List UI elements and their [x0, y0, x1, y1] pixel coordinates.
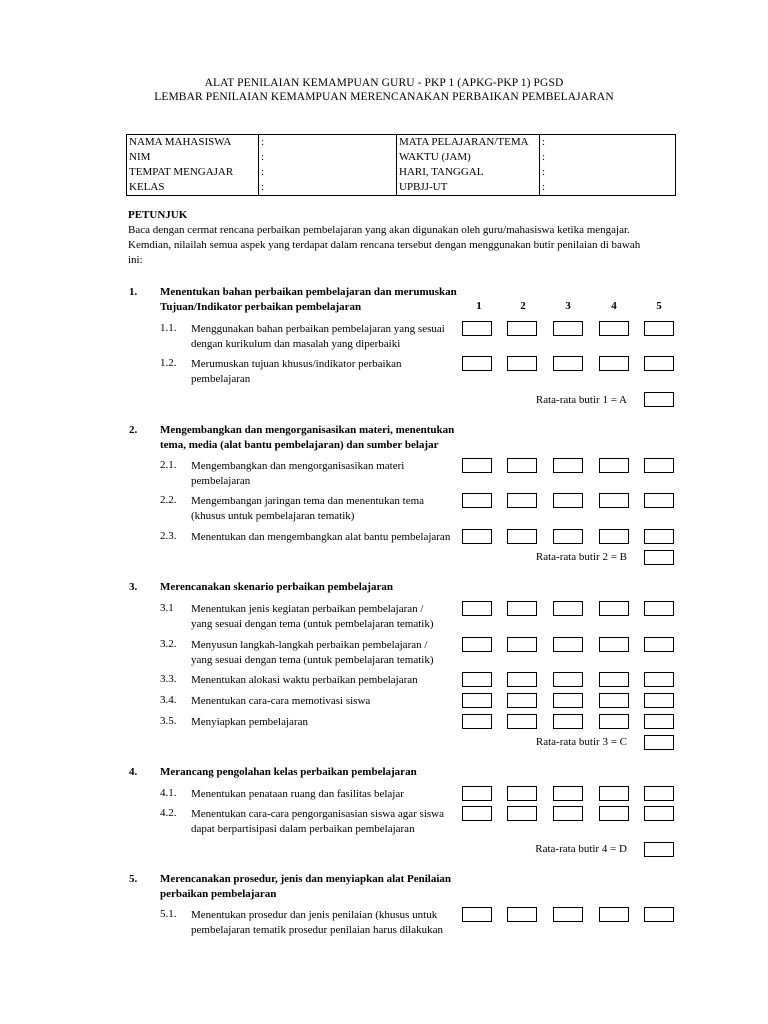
label-upbjj: UPBJJ-UT [399, 181, 448, 193]
rating-box-1[interactable] [462, 806, 492, 821]
rating-box-3[interactable] [553, 458, 583, 473]
item-text: Merumuskan tujuan khusus/indikator perbaikan pembelajaran [191, 358, 402, 385]
section-title: Merancang pengolahan kelas perbaikan pembelajaran [160, 766, 417, 778]
item-number: 2.3. [160, 530, 177, 542]
item-text: Menentukan cara-cara memotivasi siswa [191, 695, 371, 707]
item-text: Menyiapkan pembelajaran [191, 716, 308, 728]
rating-box-3[interactable] [553, 493, 583, 508]
form-subtitle: LEMBAR PENILAIAN KEMAMPUAN MERENCANAKAN PERBAIKAN PEMBELAJARAN [154, 91, 614, 103]
label-nim: NIM [129, 151, 151, 163]
rating-box-3[interactable] [553, 321, 583, 336]
value-mata-pelajaran[interactable]: : [542, 136, 546, 148]
average-label: Rata-rata butir 4 = D [535, 843, 627, 855]
rating-box-4[interactable] [599, 356, 629, 371]
rating-box-5[interactable] [644, 356, 674, 371]
average-label: Rata-rata butir 3 = C [535, 736, 627, 748]
value-tempat-mengajar[interactable]: : [261, 166, 265, 178]
section-title: Merencanakan prosedur, jenis dan menyiapkan alat Penilaian perbaikan pembelajaran [160, 873, 452, 900]
rating-box-5[interactable] [644, 321, 674, 336]
rating-box-1[interactable] [462, 907, 492, 922]
average-label: Rata-rata butir 2 = B [535, 551, 627, 563]
rating-box-3[interactable] [553, 806, 583, 821]
section-number: 2. [129, 424, 138, 436]
average-box[interactable] [644, 392, 674, 407]
section-number: 1. [129, 286, 138, 298]
rating-box-3[interactable] [553, 714, 583, 729]
rating-box-1[interactable] [462, 786, 492, 801]
instructions-line: Baca dengan cermat rencana perbaikan pembelajaran yang akan digunakan oleh guru/mahasiswa ketika mengajar. [128, 224, 630, 236]
section-title: Menentukan bahan perbaikan pembelajaran dan merumuskan Tujuan/Indikator perbaikan pembelajaran [160, 286, 457, 313]
rating-box-3[interactable] [553, 637, 583, 652]
label-tempat-mengajar: TEMPAT MENGAJAR [129, 166, 234, 178]
rating-box-2[interactable] [507, 714, 537, 729]
scale-label: 5 [656, 300, 662, 312]
rating-box-2[interactable] [507, 356, 537, 371]
item-text: Menyusun langkah-langkah perbaikan pembelajaran / yang sesuai dengan tema (untuk pembelajaran tematik) [191, 639, 434, 666]
rating-box-1[interactable] [462, 601, 492, 616]
scale-label: 2 [520, 300, 526, 312]
identity-table [126, 134, 676, 196]
item-number: 1.2. [160, 357, 177, 369]
section-number: 4. [129, 766, 138, 778]
item-number: 3.4. [160, 694, 177, 706]
section-title: Merencanakan skenario perbaikan pembelajaran [160, 581, 393, 593]
left-value-cell[interactable] [259, 135, 397, 196]
rating-box-1[interactable] [462, 637, 492, 652]
rating-box-3[interactable] [553, 356, 583, 371]
label-nama-mahasiswa: NAMA MAHASISWA [129, 136, 232, 148]
item-text: Mengembangkan dan mengorganisasikan materi pembelajaran [191, 460, 405, 487]
rating-box-3[interactable] [553, 672, 583, 687]
rating-box-4[interactable] [599, 806, 629, 821]
label-mata-pelajaran: MATA PELAJARAN/TEMA [399, 136, 529, 148]
item-number: 3.3. [160, 673, 177, 685]
rating-box-1[interactable] [462, 529, 492, 544]
rating-box-2[interactable] [507, 672, 537, 687]
rating-box-4[interactable] [599, 907, 629, 922]
rating-box-1[interactable] [462, 356, 492, 371]
scale-label: 4 [611, 300, 617, 312]
rating-box-1[interactable] [462, 321, 492, 336]
instructions-heading: PETUNJUK [128, 209, 188, 221]
item-text: Menentukan penataan ruang dan fasilitas belajar [191, 788, 404, 800]
rating-box-5[interactable] [644, 601, 674, 616]
form-title: ALAT PENILAIAN KEMAMPUAN GURU - PKP 1 (APKG-PKP 1) PGSD [204, 77, 564, 89]
rating-box-4[interactable] [599, 714, 629, 729]
rating-box-4[interactable] [599, 672, 629, 687]
rating-box-5[interactable] [644, 786, 674, 801]
item-text: Menentukan jenis kegiatan perbaikan pembelajaran / yang sesuai dengan tema (untuk pembelajaran tematik) [191, 603, 434, 630]
rating-box-5[interactable] [644, 806, 674, 821]
value-hari-tanggal[interactable]: : [542, 166, 546, 178]
section-number: 5. [129, 873, 138, 885]
scale-label: 3 [565, 300, 571, 312]
rating-box-5[interactable] [644, 714, 674, 729]
rating-box-2[interactable] [507, 601, 537, 616]
rating-box-1[interactable] [462, 672, 492, 687]
rating-box-2[interactable] [507, 529, 537, 544]
rating-box-2[interactable] [507, 693, 537, 708]
item-text: Mengembangan jaringan tema dan menentukan tema (khusus untuk pembelajaran tematik) [191, 495, 425, 522]
right-label-cell [397, 135, 540, 196]
rating-box-4[interactable] [599, 786, 629, 801]
value-nama-mahasiswa[interactable]: : [261, 136, 265, 148]
rating-box-4[interactable] [599, 493, 629, 508]
label-waktu: WAKTU (JAM) [399, 151, 471, 163]
item-text: Menentukan cara-cara pengorganisasian siswa agar siswa dapat berpartisipasi dalam perbaikan pembelajaran [191, 808, 444, 835]
item-number: 4.1. [160, 787, 177, 799]
average-box[interactable] [644, 550, 674, 565]
scale-label: 1 [476, 300, 482, 312]
value-upbjj[interactable]: : [542, 181, 546, 193]
item-number: 3.1 [160, 602, 174, 614]
rating-box-5[interactable] [644, 529, 674, 544]
label-hari-tanggal: HARI, TANGGAL [399, 166, 484, 178]
item-number: 2.2. [160, 494, 177, 506]
rating-box-4[interactable] [599, 529, 629, 544]
rating-box-5[interactable] [644, 637, 674, 652]
label-kelas: KELAS [129, 181, 165, 193]
rating-box-2[interactable] [507, 786, 537, 801]
rating-box-5[interactable] [644, 693, 674, 708]
rating-box-3[interactable] [553, 529, 583, 544]
item-number: 5.1. [160, 908, 177, 920]
rating-box-2[interactable] [507, 637, 537, 652]
value-nim[interactable]: : [261, 151, 265, 163]
left-label-cell [127, 135, 259, 196]
rating-box-3[interactable] [553, 601, 583, 616]
item-number: 3.5. [160, 715, 177, 727]
rating-box-3[interactable] [553, 907, 583, 922]
average-box[interactable] [644, 842, 674, 857]
rating-box-2[interactable] [507, 321, 537, 336]
rating-box-1[interactable] [462, 693, 492, 708]
section-title: Mengembangkan dan mengorganisasikan materi, menentukan tema, media (alat bantu pembelajaran) dan sumber belajar [160, 424, 455, 451]
rating-box-4[interactable] [599, 321, 629, 336]
rating-box-4[interactable] [599, 637, 629, 652]
rating-box-2[interactable] [507, 806, 537, 821]
rating-box-3[interactable] [553, 786, 583, 801]
right-value-cell[interactable] [540, 135, 676, 196]
item-number: 2.1. [160, 459, 177, 471]
item-text: Menentukan alokasi waktu perbaikan pembelajaran [191, 674, 418, 686]
average-box[interactable] [644, 735, 674, 750]
rating-box-2[interactable] [507, 493, 537, 508]
instructions-line: ini: [128, 254, 143, 266]
value-waktu[interactable]: : [542, 151, 546, 163]
item-text: Menentukan dan mengembangkan alat bantu pembelajaran [191, 531, 451, 543]
rating-box-2[interactable] [507, 458, 537, 473]
rating-box-1[interactable] [462, 493, 492, 508]
rating-box-4[interactable] [599, 693, 629, 708]
value-kelas[interactable]: : [261, 181, 265, 193]
instructions-line: Kemdian, nilailah semua aspek yang terdapat dalam rencana tersebut dengan menggunakan butir penilaian di bawah [128, 239, 641, 251]
rating-box-1[interactable] [462, 458, 492, 473]
rating-box-1[interactable] [462, 714, 492, 729]
item-text: Menggunakan bahan perbaikan pembelajaran yang sesuai dengan kurikulum dan masalah yang diperbaiki [191, 323, 445, 350]
rating-box-4[interactable] [599, 458, 629, 473]
average-label: Rata-rata butir 1 = A [535, 394, 627, 406]
item-number: 1.1. [160, 322, 177, 334]
item-number: 3.2. [160, 638, 177, 650]
rating-box-5[interactable] [644, 458, 674, 473]
rating-box-2[interactable] [507, 907, 537, 922]
rating-box-5[interactable] [644, 672, 674, 687]
rating-box-5[interactable] [644, 493, 674, 508]
rating-box-5[interactable] [644, 907, 674, 922]
rating-box-4[interactable] [599, 601, 629, 616]
item-text: Menentukan prosedur dan jenis penilaian (khusus untuk pembelajaran tematik prosedur penilaian harus dilakukan [191, 909, 443, 936]
section-number: 3. [129, 581, 138, 593]
item-number: 4.2. [160, 807, 177, 819]
rating-box-3[interactable] [553, 693, 583, 708]
